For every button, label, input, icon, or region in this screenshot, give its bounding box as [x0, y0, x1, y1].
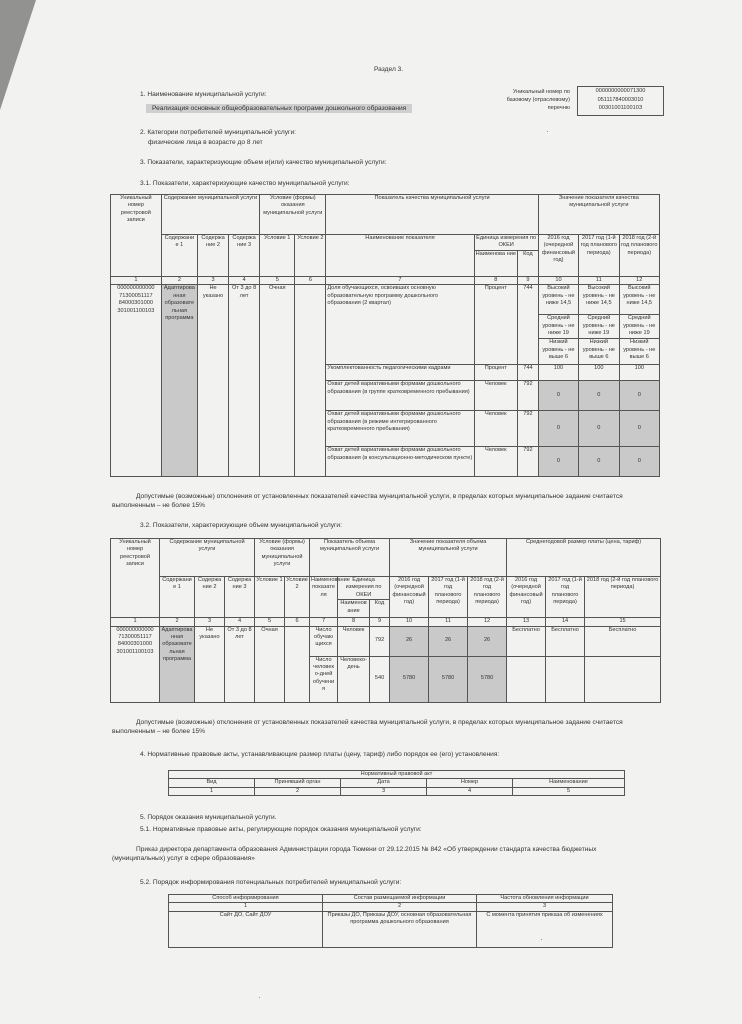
- header-cell: Условие 2: [285, 577, 310, 618]
- header-cell: Единица измерения по ОКЕИ: [474, 235, 538, 251]
- header-cell: 2018 год (2-й год планового периода): [619, 235, 659, 277]
- content-1: Адаптирова нная образовате льная программа: [161, 285, 197, 477]
- service-name-value: Реализация основных общеобразовательных программ дошкольного образования: [146, 104, 412, 113]
- column-number: 11: [579, 277, 619, 285]
- column-number: 2: [160, 618, 195, 626]
- table-header-row: [169, 779, 625, 787]
- header-cell: Условие (формы) оказания муниципальной услуги: [260, 195, 326, 235]
- header-cell: Значение показателя качества муниципальной услуги: [538, 195, 659, 235]
- header-cell: 2017 год (1-й год планового периода): [429, 577, 468, 618]
- value-cell: Низкий уровень - не выше 6: [538, 339, 578, 365]
- header-cell: 2016 год (очередной финансовый год): [390, 577, 429, 618]
- header-cell: 2016 год (очередной финансовый год): [538, 235, 578, 277]
- volume-indicators-table: [110, 538, 661, 703]
- column-number: 1: [169, 903, 323, 911]
- header-cell: Среднегодовой размер платы (цена, тариф): [507, 539, 661, 577]
- indicator-code: 792: [518, 411, 539, 447]
- header-cell: 2017 год (1-й год планового периода): [579, 235, 619, 277]
- informing-procedure-heading: 5.2. Порядок информирования потенциальных потребителей муниципальной услуги:: [140, 879, 402, 886]
- column-number: 12: [468, 618, 507, 626]
- indicator-name: Охват детей вариативными формами дошкольного образования (в режиме интегрированного кратковременного пребывания): [326, 411, 474, 447]
- column-number-row: [169, 787, 625, 795]
- header-cell: Нормативный правовой акт: [169, 771, 625, 779]
- column-number: 1: [111, 618, 160, 626]
- header-cell: Содержание муниципальной услуги: [160, 539, 255, 577]
- table-header-row: [169, 771, 625, 779]
- column-number: 5: [260, 277, 295, 285]
- value-cell: 0: [579, 411, 619, 447]
- column-number: 4: [229, 277, 260, 285]
- condition-2: [285, 626, 310, 702]
- header-cell: Содержание муниципальной услуги: [161, 195, 259, 235]
- value-cell: Низкий уровень - не выше 6: [619, 339, 659, 365]
- value-cell: Низкий уровень - не выше 6: [579, 339, 619, 365]
- header-cell: Номер: [427, 779, 513, 787]
- table-row: [111, 285, 660, 315]
- value-cell: 0: [579, 447, 619, 477]
- condition-1: Очная: [260, 285, 295, 477]
- header-cell: Показатель объема муниципальной услуги: [310, 539, 390, 577]
- content-3: От 3 до 8 лет: [229, 285, 260, 477]
- column-number: 4: [427, 787, 513, 795]
- column-number: 1: [169, 787, 255, 795]
- scan-corner-shadow: [0, 0, 36, 110]
- value-cell: 5780: [468, 656, 507, 702]
- column-number-row: [111, 618, 661, 626]
- value-cell: Средний уровень - не ниже 19: [579, 315, 619, 339]
- condition-2: [295, 285, 326, 477]
- legal-acts-heading: 4. Нормативные правовые акты, устанавливающие размер платы (цену, тариф) либо порядок ее (его) установления:: [140, 751, 500, 758]
- column-number: 9: [370, 618, 390, 626]
- fee-cell: Бесплатно: [585, 626, 661, 656]
- header-cell: Принявший орган: [255, 779, 341, 787]
- info-method: Сайт ДО, Сайт ДОУ: [169, 911, 323, 947]
- indicator-name: Доля обучающихся, освоивших основную образовательную программу дошкольного образования (2 квартал): [326, 285, 474, 365]
- column-number: 8: [474, 277, 518, 285]
- service-name-label: 1. Наименование муниципальной услуги:: [140, 91, 267, 98]
- column-number: 10: [390, 618, 429, 626]
- legal-acts-table: [168, 770, 625, 796]
- column-number: 3: [341, 787, 427, 795]
- value-cell: 5780: [429, 656, 468, 702]
- fee-cell: Бесплатно: [507, 626, 546, 656]
- indicator-code: 744: [518, 365, 539, 381]
- unique-label-line: базовому (отраслевому): [506, 97, 570, 103]
- value-cell: Высокий уровень - не ниже 14,5: [538, 285, 578, 315]
- header-cell: Значение показателя объема муниципальной услуги: [390, 539, 507, 577]
- header-cell: Условие 2: [295, 235, 326, 277]
- header-cell: Условие (формы) оказания муниципальной услуги: [255, 539, 310, 577]
- value-cell: Средний уровень - не ниже 19: [538, 315, 578, 339]
- volume-deviation-note: Допустимые (возможные) отклонения от установленных показателей качества муниципальной услуги, в пределах которых муниципальное задание считается выполненным – не более 15%: [112, 719, 623, 735]
- header-cell: Наименов ание: [338, 600, 370, 618]
- value-cell: 26: [390, 626, 429, 656]
- column-number: 7: [310, 618, 338, 626]
- header-cell: Содержа ние 2: [198, 235, 229, 277]
- scan-speck: ·: [546, 126, 549, 136]
- column-number: 7: [326, 277, 474, 285]
- header-cell: Содержа ние 3: [225, 577, 255, 618]
- column-number: 11: [429, 618, 468, 626]
- column-number: 2: [161, 277, 197, 285]
- table-header-row: [111, 539, 661, 577]
- registry-code: 000000000000 71300051117 84000301000 301001100103: [111, 626, 160, 702]
- content-3: От 3 до 8 лет: [225, 626, 255, 702]
- column-number: 6: [285, 618, 310, 626]
- fee-cell: Бесплатно: [546, 626, 585, 656]
- table-header-row: [111, 195, 660, 235]
- unique-code: 051117840003010: [597, 96, 644, 103]
- consumer-category-label: 2. Категории потребителей муниципальной услуги:: [140, 129, 296, 136]
- director-order-text: Приказ директора департамента образования Администрации города Тюмени от 29.12.2015 № 842 «Об утверждении стандарта качества бюджетных (муниципальных) услуг в сфере образования»: [112, 846, 597, 862]
- header-cell: Уникальный номер реестровой записи: [111, 539, 160, 618]
- value-cell: 0: [538, 447, 578, 477]
- header-cell: Уникальный номер реестровой записи: [111, 195, 162, 277]
- column-number: 12: [619, 277, 659, 285]
- column-number: 3: [195, 618, 225, 626]
- indicator-name: Число человек о-дней обучени я: [310, 656, 338, 702]
- value-cell: 100: [538, 365, 578, 381]
- section-title: Раздел 3.: [374, 66, 404, 73]
- column-number: 13: [507, 618, 546, 626]
- unique-label-line: перечню: [547, 105, 570, 111]
- header-cell: Код: [518, 251, 539, 277]
- column-number: 3: [477, 903, 613, 911]
- registry-code: 000000000000 71300051117 84000301000 301001100103: [111, 285, 162, 477]
- procedure-acts-heading: 5.1. Нормативные правовые акты, регулирующие порядок оказания муниципальной услуги:: [140, 826, 422, 833]
- header-cell: Частота обновления информации: [477, 895, 613, 903]
- unique-number-label: [500, 88, 570, 112]
- indicator-code: 540: [370, 656, 390, 702]
- value-cell: 26: [429, 626, 468, 656]
- value-cell: Высокий уровень - не ниже 14,5: [579, 285, 619, 315]
- indicator-unit: Человеко-день: [338, 656, 370, 702]
- column-number: 2: [323, 903, 477, 911]
- indicator-code: 792: [518, 447, 539, 477]
- header-cell: Вид: [169, 779, 255, 787]
- unique-number-box: [577, 86, 664, 116]
- info-frequency: С момента принятия приказа об изменениях: [477, 911, 613, 947]
- value-cell: 0: [538, 411, 578, 447]
- indicator-code: 792: [370, 626, 390, 656]
- header-cell: Содержани е 1: [160, 577, 195, 618]
- header-cell: 2018 год (2-й год планового периода): [468, 577, 507, 618]
- indicator-name: Охват детей вариативными формами дошкольного образования (в группе кратковременного пребывания): [326, 381, 474, 411]
- indicator-code: 744: [518, 285, 539, 365]
- indicator-name: Укомплектованность педагогическими кадрами: [326, 365, 474, 381]
- content-2: Не указано: [198, 285, 229, 477]
- value-cell: 26: [468, 626, 507, 656]
- column-number: 5: [255, 618, 285, 626]
- indicator-unit: Человек: [474, 381, 518, 411]
- indicator-code: 792: [518, 381, 539, 411]
- header-cell: Способ информирования: [169, 895, 323, 903]
- table-row: [169, 911, 613, 947]
- header-cell: Состав размещаемой информации: [323, 895, 477, 903]
- column-number: 4: [225, 618, 255, 626]
- header-cell: Единица измерения по ОКЕИ: [338, 577, 390, 600]
- value-cell: 0: [579, 381, 619, 411]
- header-cell: Код: [370, 600, 390, 618]
- table-header-row: [169, 895, 613, 903]
- column-number: 14: [546, 618, 585, 626]
- column-number: 5: [513, 787, 625, 795]
- content-2: Не указано: [195, 626, 225, 702]
- value-cell: 0: [619, 411, 659, 447]
- volume-indicators-heading: 3.2. Показатели, характеризующие объем муниципальной услуги:: [140, 522, 342, 529]
- column-number: 9: [518, 277, 539, 285]
- value-cell: Высокий уровень - не ниже 14,5: [619, 285, 659, 315]
- indicator-unit: Процент: [474, 285, 518, 365]
- value-cell: 100: [619, 365, 659, 381]
- value-cell: 100: [579, 365, 619, 381]
- header-cell: Содержа ние 3: [229, 235, 260, 277]
- header-cell: 2018 год (2-й год планового периода): [585, 577, 661, 618]
- header-cell: Показатель качества муниципальной услуги: [326, 195, 538, 235]
- header-cell: Наименова ние: [474, 251, 518, 277]
- column-number: 1: [111, 277, 162, 285]
- fee-cell: [507, 656, 546, 702]
- table-header-row: [111, 577, 661, 600]
- header-cell: Содержа ние 2: [195, 577, 225, 618]
- header-cell: Наименование показателя: [326, 235, 474, 277]
- indicator-unit: Процент: [474, 365, 518, 381]
- value-cell: 0: [619, 381, 659, 411]
- content-1: Адаптирова нная образовате льная программа: [160, 626, 195, 702]
- header-cell: Содержани е 1: [161, 235, 197, 277]
- indicator-unit: Человек: [474, 447, 518, 477]
- table-header-row: [111, 235, 660, 251]
- indicator-unit: Человек: [338, 626, 370, 656]
- value-cell: 0: [619, 447, 659, 477]
- column-number: 15: [585, 618, 661, 626]
- column-number: 2: [255, 787, 341, 795]
- value-cell: 5780: [390, 656, 429, 702]
- column-number: 8: [338, 618, 370, 626]
- value-cell: Средний уровень - не ниже 19: [619, 315, 659, 339]
- header-cell: 2016 год (очередной финансовый год): [507, 577, 546, 618]
- column-number: 10: [538, 277, 578, 285]
- column-number-row: [169, 903, 613, 911]
- indicator-unit: Человек: [474, 411, 518, 447]
- indicators-heading: 3. Показатели, характеризующие объем и(или) качество муниципальной услуги:: [140, 159, 387, 166]
- column-number: 3: [198, 277, 229, 285]
- column-number-row: [111, 277, 660, 285]
- header-cell: Условие 1: [260, 235, 295, 277]
- header-cell: Дата: [341, 779, 427, 787]
- indicator-name: Охват детей вариативными формами дошкольного образования (в консультационно-методическом пункте): [326, 447, 474, 477]
- table-row: [111, 626, 661, 656]
- header-cell: Наименование показате ля: [310, 577, 338, 618]
- unique-code: 0030100110010З: [598, 105, 643, 111]
- header-cell: Наименование: [513, 779, 625, 787]
- informing-table: [168, 894, 613, 948]
- column-number: 6: [295, 277, 326, 285]
- quality-deviation-note: Допустимые (возможные) отклонения от установленных показателей качества муниципальной услуги, в пределах которых муниципальное задание считается выполненным – не более 15%: [112, 493, 623, 509]
- unique-label-line: Уникальный номер по: [512, 89, 570, 95]
- scan-speck: ·: [540, 934, 543, 944]
- fee-cell: [546, 656, 585, 702]
- fee-cell: [585, 656, 661, 702]
- info-content: Приказы ДО, Приказы ДОУ, основная образовательная программа дошкольного образования: [323, 911, 477, 947]
- header-cell: Условие 1: [255, 577, 285, 618]
- service-procedure-heading: 5. Порядок оказания муниципальной услуги.: [140, 814, 277, 821]
- quality-indicators-heading: 3.1. Показатели, характеризующие качество муниципальной услуги:: [140, 180, 350, 187]
- condition-1: Очная: [255, 626, 285, 702]
- consumer-category-value: физические лица в возрасте до 8 лет: [148, 139, 263, 146]
- scan-speck: ·: [258, 992, 261, 1002]
- unique-code: 0000000000071300: [595, 88, 646, 94]
- indicator-name: Число обучаю щихся: [310, 626, 338, 656]
- header-cell: 2017 год (1-й год планового периода): [546, 577, 585, 618]
- value-cell: 0: [538, 381, 578, 411]
- quality-indicators-table: [110, 194, 660, 477]
